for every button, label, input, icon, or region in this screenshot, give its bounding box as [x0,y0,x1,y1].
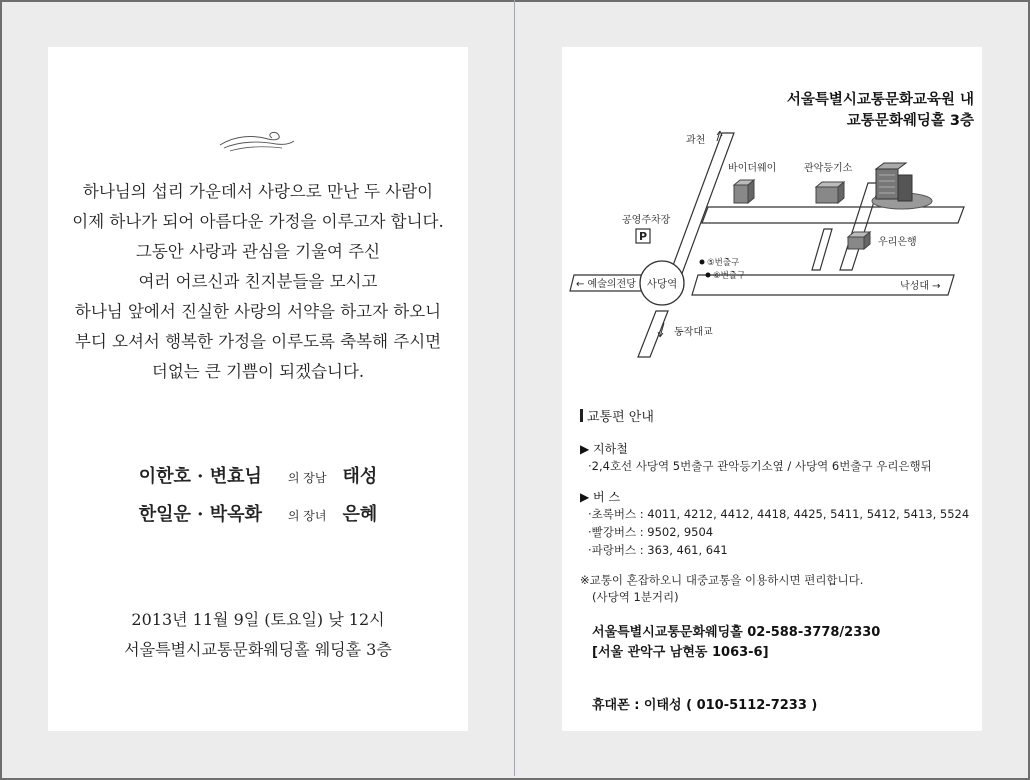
exit-6-dot [706,273,711,278]
venue-title-line: 서울특별시교통문화교육원 내 [786,92,974,108]
groom-name: 태성 [342,466,378,487]
center-fold [514,0,515,776]
subway-title: ▶ 지하철 [580,442,628,456]
bus-red: ·빨강버스 : 9502, 9504 [588,525,714,539]
bride-relation: 의 장녀 [287,509,327,523]
hall-contact: 서울특별시교통문화웨딩홀 02-588-3778/2330 [592,625,881,640]
building-woori-bank-icon [848,232,870,249]
map-parking-symbol: P [638,230,648,243]
ornament-icon [216,125,296,155]
building-byder-way-icon [734,180,754,203]
message-line: 여러 어르신과 친지분들을 모시고 [138,272,378,291]
message-line: 하나님 앞에서 진실한 사랑의 서약을 하고자 하오니 [74,302,442,321]
map-exit-6: ⑥번출구 [713,271,746,281]
map-exit-5: ⑤번출구 [707,258,740,268]
message-line: 더없는 큰 기쁨이 되겠습니다. [151,362,365,381]
bus-blue: ·파랑버스 : 363, 461, 641 [588,543,728,557]
bride-family [48,500,468,526]
invitation-message [48,177,468,387]
event-venue: 서울특별시교통문화웨딩홀 웨딩홀 3층 [124,640,392,659]
location-map [562,125,982,365]
building-registry-icon [816,182,844,203]
map-public-parking: 공영주차장 [622,215,671,226]
map-nakseongdae: 낙성대 → [900,281,941,292]
map-gwacheon: 과천 [686,135,706,146]
map-sadang-station: 사당역 [646,278,678,290]
groom-relation: 의 장남 [287,471,327,485]
map-byder-way: 바이더웨이 [728,163,777,174]
message-line: 부디 오셔서 행복한 가정을 이루도록 축복해 주시면 [74,332,442,351]
bus-green: ·초록버스 : 4011, 4212, 4412, 4418, 4425, 5411, 5412, 5413, 5524 [588,507,970,521]
exit-5-dot [700,260,705,265]
traffic-note: ※교통이 혼잡하오니 대중교통을 이용하시면 편리합니다. [580,573,864,587]
message-line: 이제 하나가 되어 아름다운 가정을 이루고자 합니다. [72,212,444,231]
event-date: 2013년 11월 9일 (토요일) 낮 12시 [131,610,385,629]
map-woori-bank: 우리은행 [878,237,917,248]
subway-info: ·2,4호선 사당역 5번출구 관악등기소옆 / 사당역 6번출구 우리은행뒤 [588,459,932,473]
map-dongjak-bridge: 동작대교 [674,327,713,338]
bride-name: 은혜 [342,504,378,525]
wedding-hall-building-icon [872,163,932,209]
road-inner [812,229,832,270]
road-right-vertical [840,183,880,270]
directions-page [562,47,982,731]
invitation-page [48,47,468,731]
bride-parents: 한일운 · 박옥화 [138,504,262,525]
mobile-contact: 휴대폰 : 이태성 ( 010-5112-7233 ) [592,698,818,713]
distance-note: (사당역 1분거리) [592,590,679,604]
road-upper [702,207,964,223]
section-bar-icon [580,409,583,422]
map-gwanak-registry: 관악등기소 [804,163,853,174]
hall-address: [서울 관악구 남현동 1063-6] [592,645,769,660]
map-arts-center: ← 예술의전당 [576,279,636,290]
message-line: 하나님의 섭리 가운데서 사랑으로 만난 두 사람이 [82,182,434,201]
section-title: 교통편 안내 [580,406,654,425]
venue-title-line: 교통문화웨딩홀 3층 [846,113,974,129]
bus-title: ▶ 버 스 [580,490,621,504]
message-line: 그동안 사랑과 관심을 기울여 주신 [135,242,381,261]
groom-family [48,462,468,488]
groom-parents: 이한호 · 변효님 [138,466,262,487]
road-dongjak [638,311,668,357]
